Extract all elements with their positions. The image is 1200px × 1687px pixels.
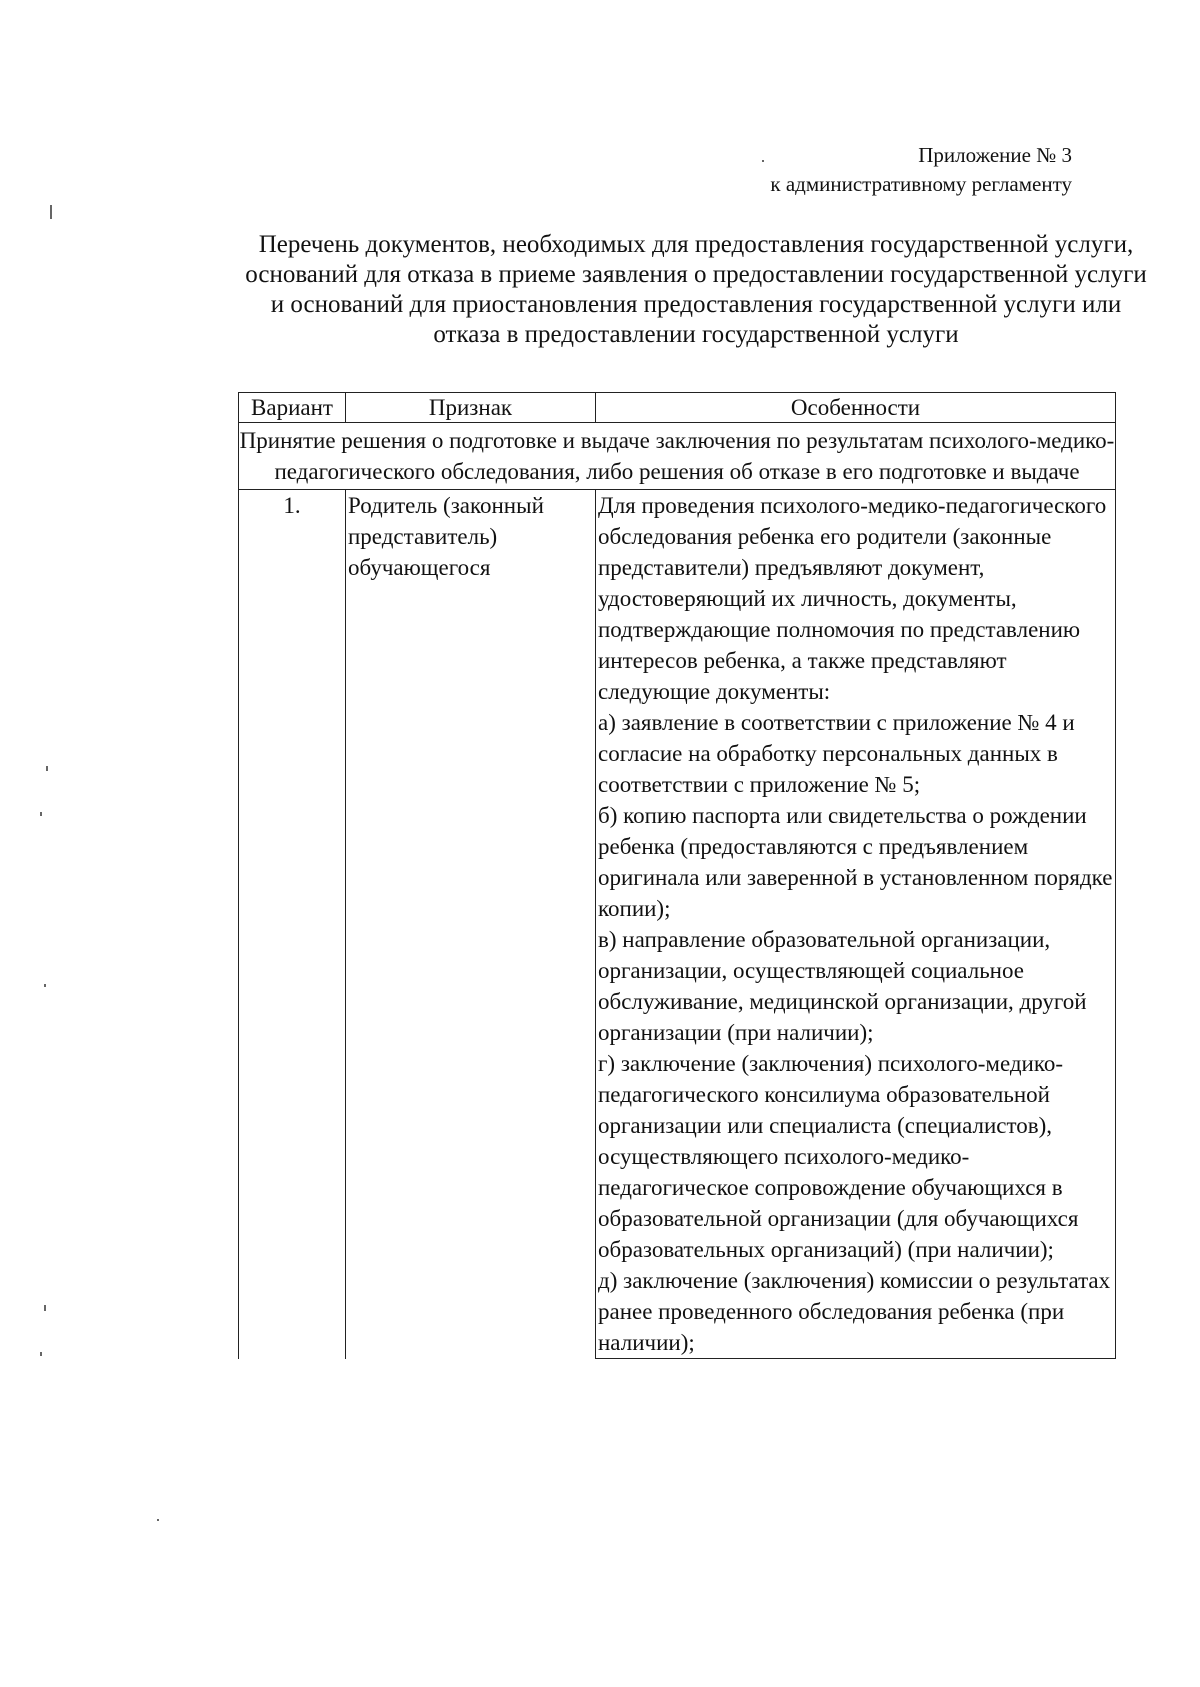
table-header-row xyxy=(239,393,1116,423)
scan-speck xyxy=(44,984,46,987)
section-heading: Принятие решения о подготовке и выдаче заключения по результатам психолого-медико-педагогического обследования, либо решения об отказе в его подготовке и выдаче xyxy=(239,423,1116,490)
scan-speck xyxy=(157,1519,159,1521)
scan-speck xyxy=(44,1305,46,1311)
sign-cell: Родитель (законный представитель) обучающегося xyxy=(346,490,596,1359)
features-cell xyxy=(596,490,1116,1359)
header-variant: Вариант xyxy=(239,393,346,423)
features-item-g: г) заключение (заключения) психолого-медико-педагогического консилиума образовательной организации или специалиста (специалистов), осуществляющего психолого-медико-педагогическое сопровождение обучающихся в образовательной организации (для обучающихся образовательных организаций) (при наличии); xyxy=(598,1051,1079,1262)
appendix-number: Приложение № 3 xyxy=(918,143,1072,167)
appendix-header xyxy=(770,141,1072,199)
table-row xyxy=(239,490,1116,1359)
variant-cell: 1. xyxy=(239,490,346,1359)
header-features: Особенности xyxy=(596,393,1116,423)
scan-speck xyxy=(46,766,48,771)
features-item-d: д) заключение (заключения) комиссии о результатах ранее проведенного обследования ребенка (при наличии); xyxy=(598,1268,1111,1355)
document-title: Перечень документов, необходимых для предоставления государственной услуги, оснований для отказа в приеме заявления о предоставлении государственной услуги и оснований для приостановления предоставления государственной услуги или отказа в предоставлении государственной услуги xyxy=(245,231,1147,348)
features-item-b: б) копию паспорта или свидетельства о рождении ребенка (предоставляются с предъявлением оригинала или заверенной в установленном порядке копии); xyxy=(598,803,1113,921)
section-row xyxy=(239,423,1116,490)
scan-speck xyxy=(762,160,764,162)
documents-table xyxy=(238,392,1116,1359)
header-sign: Признак xyxy=(346,393,596,423)
appendix-reference: к административному регламенту xyxy=(770,172,1072,196)
scan-speck xyxy=(50,205,52,219)
scan-speck xyxy=(40,1352,42,1356)
features-paragraph: Для проведения психолого-медико-педагогического обследования ребенка его родители (законные представители) предъявляют документ, удостоверяющий их личность, документы, подтверждающие полномочия по представлению интересов ребенка, а также представляют следующие документы: xyxy=(598,493,1107,704)
scan-speck xyxy=(40,812,42,816)
features-item-v: в) направление образовательной организации, организации, осуществляющей социальное обслуживание, медицинской организации, другой организации (при наличии); xyxy=(598,927,1087,1045)
features-item-a: а) заявление в соответствии с приложение № 4 и согласие на обработку персональных данных в соответствии с приложение № 5; xyxy=(598,710,1075,797)
